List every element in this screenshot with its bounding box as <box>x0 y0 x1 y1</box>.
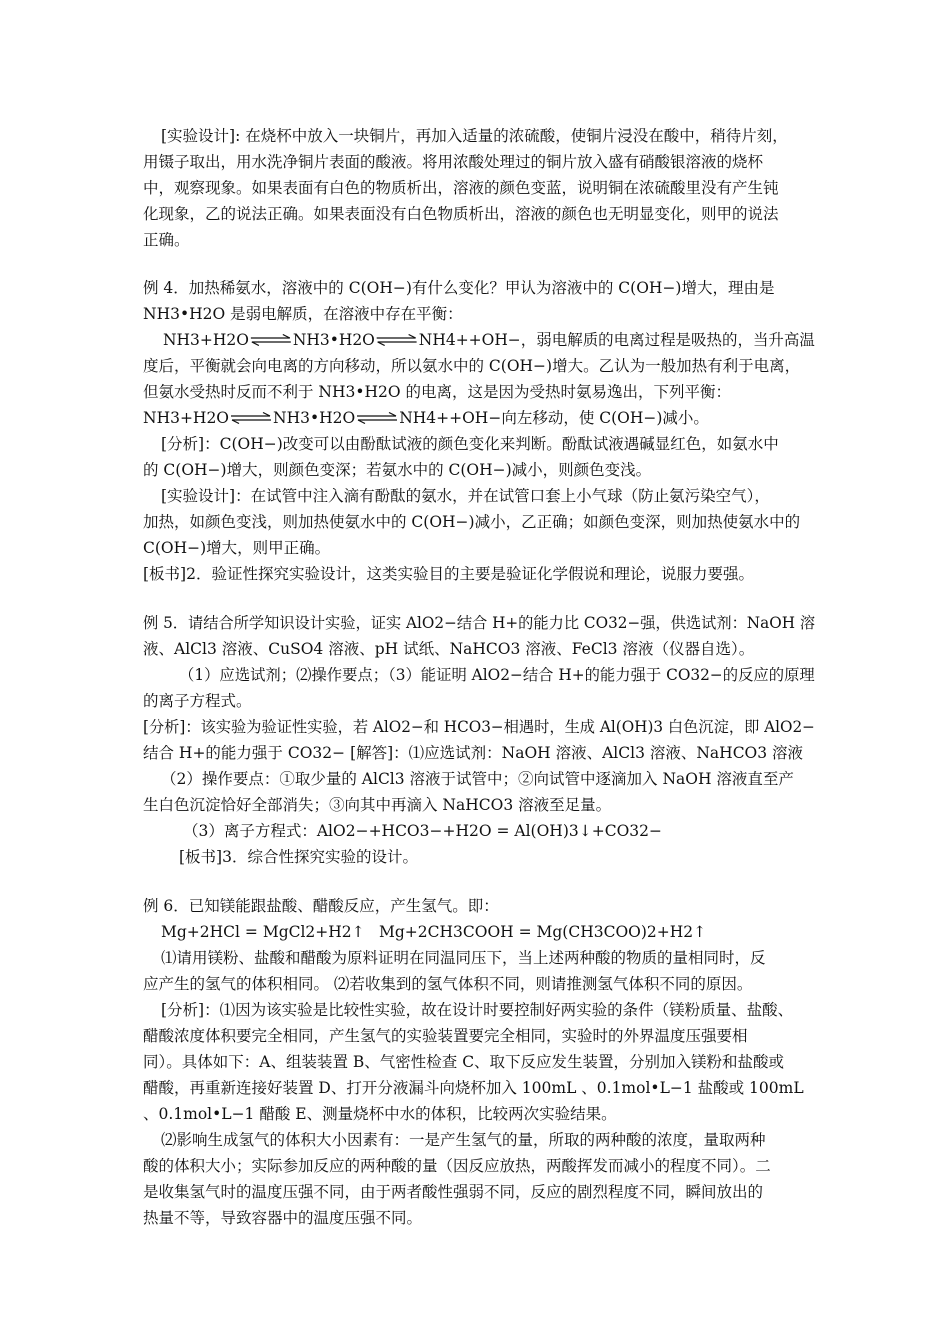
text-line: 例 5．请结合所学知识设计实验，证实 AlO2−结合 H+的能力比 CO32−强，供选试剂：NaOH 溶 <box>143 614 816 632</box>
text-line: 加热，如颜色变浅，则加热使氨水中的 C(OH−)减小，乙正确；如颜色变深，则加热使氨水中的 <box>143 513 801 531</box>
text-line: [实验设计]：在试管中注入滴有酚酞的氨水，并在试管口套上小气球（防止氨污染空气）， <box>161 487 770 505</box>
equilibrium-line-1 <box>163 330 815 350</box>
equilibrium-line-2 <box>143 408 709 428</box>
equilibrium-arrow-icon <box>356 409 398 429</box>
text-line: [分析]：⑴因为该实验是比较性实验，故在设计时要控制好两实验的条件（镁粉质量、盐酸、 <box>161 1001 794 1019</box>
text-line: ⑴请用镁粉、盐酸和醋酸为原料证明在同温同压下，当上述两种酸的物质的量相同时，反 <box>161 949 766 967</box>
text-line: 生白色沉淀恰好全部消失；③向其中再滴入 NaHCO3 溶液至足量。 <box>143 796 612 814</box>
text-line: [分析]：该实验为验证性实验，若 AlO2−和 HCO3−相遇时，生成 Al(OH)3 白色沉淀，即 AlO2− <box>143 718 815 736</box>
text-line: ⑵影响生成氢气的体积大小因素有：一是产生氢气的量，所取的两种酸的浓度，量取两种 <box>161 1131 766 1149</box>
text-line: 正确。 <box>143 231 190 249</box>
text-line: 例 6．已知镁能跟盐酸、醋酸反应，产生氢气。即： <box>143 897 499 915</box>
text-line: NH3•H2O 是弱电解质，在溶液中存在平衡： <box>143 305 463 323</box>
text-line: 度后，平衡就会向电离的方向移动，所以氨水中的 C(OH−)增大。乙认为一般加热有利于电离， <box>143 357 801 375</box>
text-line: 中，观察现象。如果表面有白色的物质析出，溶液的颜色变蓝，说明铜在浓硫酸里没有产生钝 <box>143 179 779 197</box>
text-line: [板书]2．验证性探究实验设计，这类实验目的主要是验证化学假说和理论，说服力要强。 <box>143 565 754 583</box>
text-line: 热量不等，导致容器中的温度压强不同。 <box>143 1209 423 1227</box>
text-line: [实验设计]: 在烧杯中放入一块铜片，再加入适量的浓硫酸，使铜片浸没在酸中，稍待片刻， <box>161 127 788 145</box>
equation-tail: ，弱电解质的电离过程是吸热的，当升高温 <box>520 331 815 349</box>
text-line: 例 4．加热稀氨水，溶液中的 C(OH−)有什么变化？甲认为溶液中的 C(OH−)增大，理由是 <box>143 279 775 297</box>
text-line: 醋酸，再重新连接好装置 D、打开分液漏斗向烧杯加入 100mL 、0.1mol•L−1 盐酸或 100mL <box>143 1079 804 1097</box>
text-line: 同）。具体如下：A、组装装置 B、气密性检查 C、取下反应发生装置，分别加入镁粉和盐酸或 <box>143 1053 785 1071</box>
text-line: [板书]3．综合性探究实验的设计。 <box>179 848 418 866</box>
text-line: 是收集氢气时的温度压强不同，由于两者酸性强弱不同，反应的剧烈程度不同，瞬间放出的 <box>143 1183 764 1201</box>
equation-term: NH3+H2O <box>143 409 230 427</box>
text-line: （2）操作要点：①取少量的 AlCl3 溶液于试管中；②向试管中逐滴加入 NaOH 溶液直至产 <box>161 770 794 788</box>
equilibrium-arrow-icon <box>250 331 292 351</box>
text-line: （1）应选试剂；⑵操作要点；（3）能证明 AlO2−结合 H+的能力强于 CO32−的反应的原理 <box>179 666 815 684</box>
equation-term: NH3+H2O <box>163 331 249 349</box>
text-line: 酸的体积大小；实际参加反应的两种酸的量（因反应放热，两酸挥发而减小的程度不同）。二 <box>143 1157 771 1175</box>
text-line: 但氨水受热时反而不利于 NH3•H2O 的电离，这是因为受热时氨易逸出，下列平衡： <box>143 383 732 401</box>
text-line: 化现象，乙的说法正确。如果表面没有白色物质析出，溶液的颜色也无明显变化，则甲的说法 <box>143 205 779 223</box>
text-line: 醋酸浓度体积要完全相同，产生氢气的实验装置要完全相同，实验时的外界温度压强要相 <box>143 1027 748 1045</box>
equation-term: NH4++OH− <box>418 331 521 349</box>
text-line: 的离子方程式。 <box>143 692 252 710</box>
equation-line: Mg+2HCl = MgCl2+H2↑ <box>161 923 365 941</box>
equilibrium-arrow-icon <box>376 331 418 351</box>
text-line: （3）离子方程式：AlO2−+HCO3−+H2O = Al(OH)3↓+CO32− <box>183 822 662 840</box>
text-line: 、0.1mol•L−1 醋酸 E、测量烧杯中水的体积，比较两次实验结果。 <box>143 1105 617 1123</box>
text-line: 应产生的氢气的体积相同。 ⑵若收集到的氢气体积不同，则请推测氢气体积不同的原因。 <box>143 975 753 993</box>
equation-term: NH3•H2O <box>292 331 375 349</box>
text-line: 用镊子取出，用水洗净铜片表面的酸液。将用浓酸处理过的铜片放入盛有硝酸银溶液的烧杯 <box>143 153 764 171</box>
text-line: [分析]：C(OH−)改变可以由酚酞试液的颜色变化来判断。酚酞试液遇碱显红色，如氨水中 <box>161 435 779 453</box>
text-line: 的 C(OH−)增大，则颜色变深；若氨水中的 C(OH−)减小，则颜色变浅。 <box>143 461 652 479</box>
equation-tail: 向左移动，使 C(OH−)减小。 <box>501 409 709 427</box>
equation-term: NH3•H2O <box>273 409 356 427</box>
equilibrium-arrow-icon <box>230 409 272 429</box>
text-line: 液、AlCl3 溶液、CuSO4 溶液、pH 试纸、NaHCO3 溶液、FeCl3 溶液（仪器自选）。 <box>143 640 755 658</box>
equation-line: Mg+2CH3COOH = Mg(CH3COO)2+H2↑ <box>379 923 707 941</box>
text-line: 结合 H+的能力强于 CO32− [解答]：⑴应选试剂：NaOH 溶液、AlCl3 溶液、NaHCO3 溶液 <box>143 744 804 762</box>
equation-term: NH4++OH− <box>399 409 502 427</box>
text-line: C(OH−)增大，则甲正确。 <box>143 539 331 557</box>
